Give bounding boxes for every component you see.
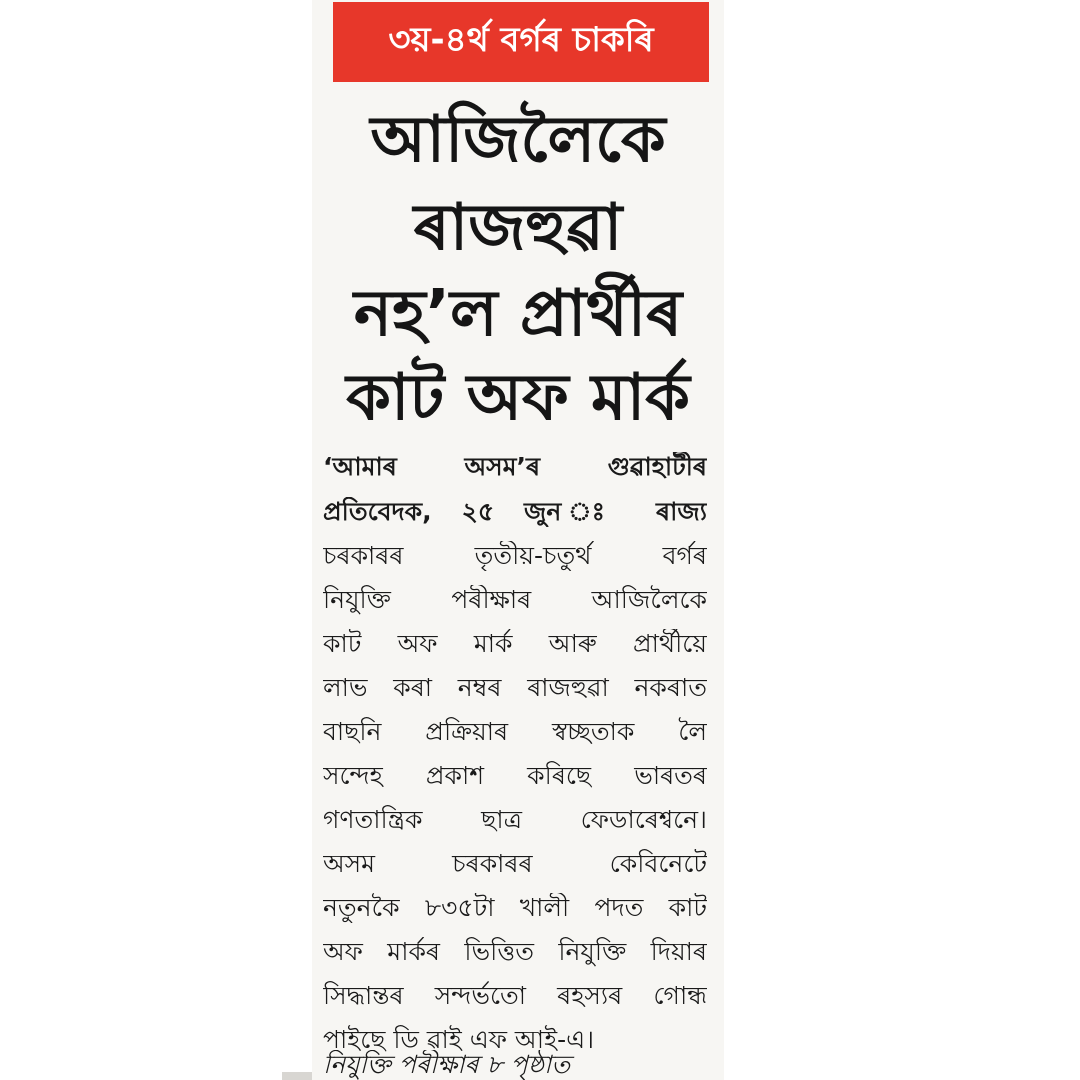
section-kicker-banner: [333, 2, 709, 82]
body-line-5: কাট অফ মাৰ্ক আৰু প্ৰাৰ্থীয়ে: [323, 629, 707, 658]
continuation-note: নিযুক্তি পৰীক্ষাৰ ৮ পৃষ্ঠাত: [323, 1050, 571, 1079]
body-line-3: চৰকাৰৰ তৃতীয়-চতুৰ্থ বৰ্গৰ: [323, 541, 707, 570]
body-line-1: ‘আমাৰ অসম’ৰ গুৱাহাটীৰ: [323, 452, 707, 481]
headline-line-3: নহ’ল প্ৰাৰ্থীৰ: [353, 277, 683, 351]
body-line-14: পাইছে ডি ৱাই এফ আই-এ।: [323, 1025, 595, 1054]
body-line-7: বাছনি প্ৰক্ৰিয়াৰ স্বচ্ছতাক লৈ: [323, 717, 707, 746]
headline-line-1: আজিলৈকে: [370, 103, 666, 177]
body-line-2: প্ৰতিবেদক, ২৫ জুন ঃ ৰাজ্য: [323, 497, 707, 526]
body-line-12: অফ মাৰ্কৰ ভিত্তিত নিযুক্তি দিয়াৰ: [323, 937, 707, 966]
headline-line-2: ৰাজহুৱা: [413, 191, 623, 265]
body-line-11: নতুনকৈ ৮৩৫টা খালী পদত কাট: [323, 893, 707, 922]
body-line-4: নিযুক্তি পৰীক্ষাৰ আজিলৈকে: [323, 585, 707, 614]
clipping-corner: [282, 1072, 312, 1080]
headline-line-4: কাট অফ মাৰ্ক: [346, 361, 690, 435]
section-kicker-text: ৩য়-৪ৰ্থ বৰ্গৰ চাকৰি: [388, 19, 654, 60]
body-line-13: সিদ্ধান্তৰ সন্দৰ্ভতো ৰহস্যৰ গোন্ধ: [323, 981, 707, 1010]
body-line-6: লাভ কৰা নম্বৰ ৰাজহুৱা নকৰাত: [323, 673, 707, 702]
body-line-8: সন্দেহ প্ৰকাশ কৰিছে ভাৰতৰ: [323, 761, 707, 790]
body-line-10: অসম চৰকাৰৰ কেবিনেটে: [323, 849, 707, 878]
body-line-9: গণতান্ত্ৰিক ছাত্ৰ ফেডাৰেশ্বনে।: [323, 805, 707, 834]
